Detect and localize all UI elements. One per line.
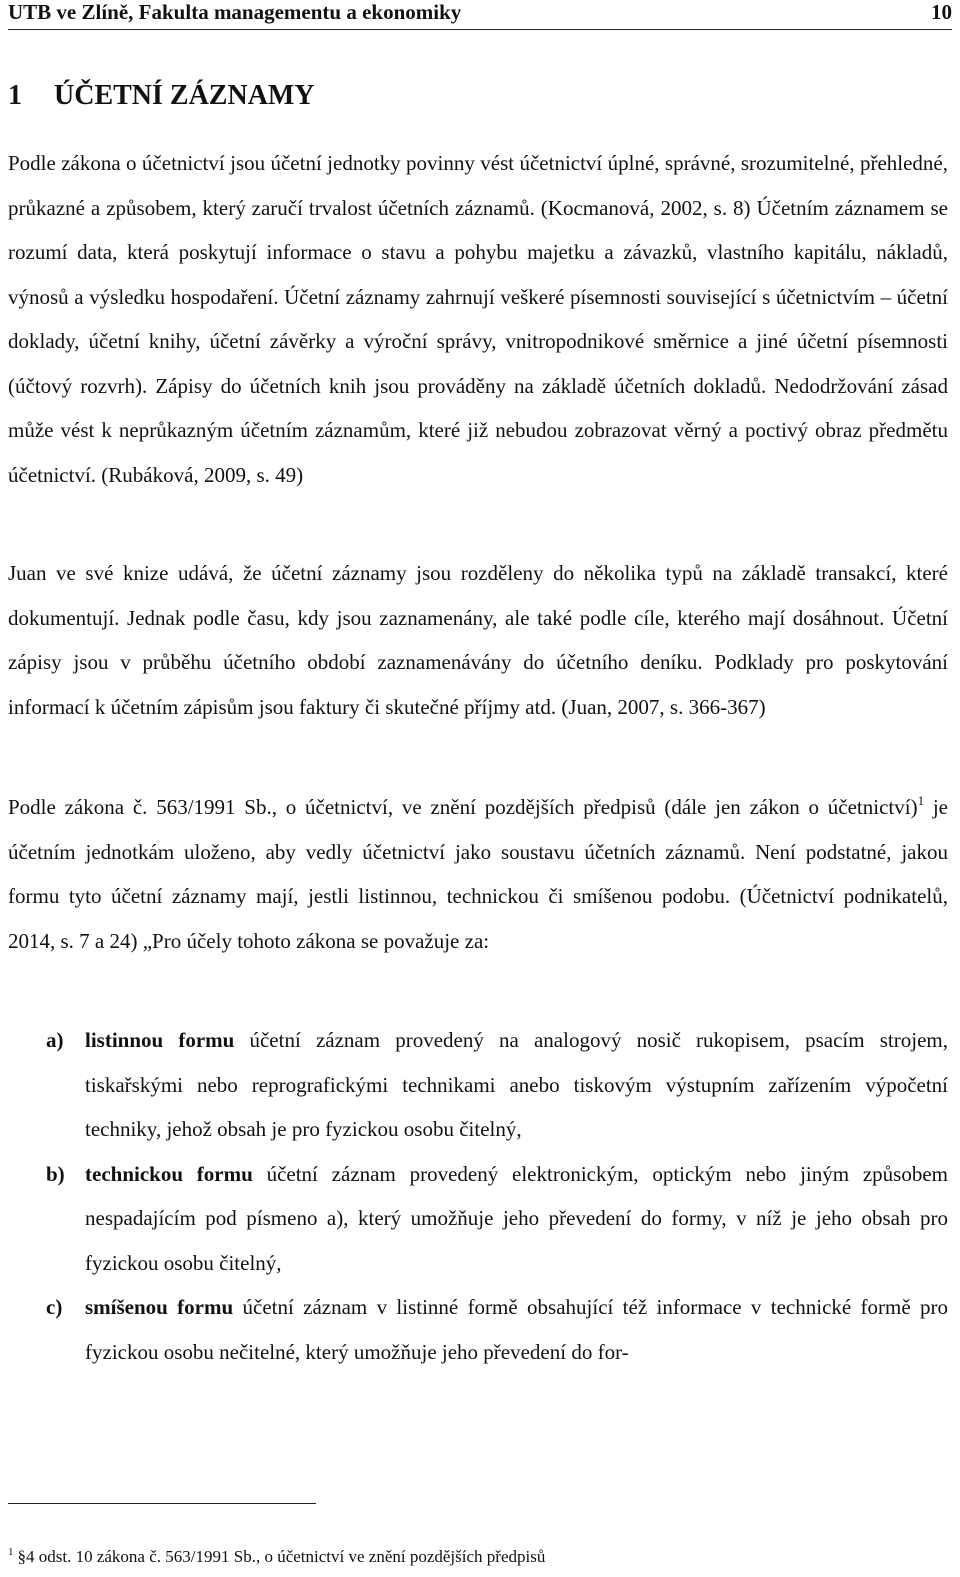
list-item-text: účetní záznam v listinné formě obsahující též informace v technické formě pro fyzickou osobu nečitelné, který umožňuje jeho převedení do for- bbox=[85, 1295, 948, 1364]
paragraph-3 bbox=[8, 785, 948, 963]
paragraph-1-text: Podle zákona o účetnictví jsou účetní jednotky povinny vést účetnictví úplné, správné, srozumitelné, přehledné, průkazné a způsobem, který zaručí trvalost účetních záznamů. (Kocmanová, 2002, s. 8) Účetním záznamem se rozumí data, která poskytují informace o stavu a pohybu majetku a závazků, vlastního kapitálu, nákladů, výnosů a výsledku hospodaření. Účetní záznamy zahrnují veškeré písemnosti související s účetnictvím – účetní doklady, účetní knihy, účetní závěrky a výroční správy, vnitropodnikové směrnice a jiné účetní písemnosti (účtový rozvrh). Zápisy do účetních knih jsou prováděny na základě účetních dokladů. Nedodržování zásad může vést k neprůkazným účetním záznamům, které již nebudou zobrazovat věrný a poctivý obraz předmětu účetnictví. (Rubáková, 2009, s. 49) bbox=[8, 151, 948, 487]
footnote-separator bbox=[8, 1503, 316, 1504]
chapter-number: 1 bbox=[8, 80, 22, 111]
list-item-text: účetní záznam provedený na analogový nosič rukopisem, psacím strojem, tiskařskými nebo reprografickými technikami anebo tiskovým výstupním zařízením výpočetní techniky, jehož obsah je pro fyzickou osobu čitelný, bbox=[85, 1028, 948, 1141]
footnote-mark: 1 bbox=[8, 1546, 14, 1558]
list-item bbox=[8, 1285, 948, 1374]
footnote-text: §4 odst. 10 zákona č. 563/1991 Sb., o účetnictví ve znění pozdějších předpisů bbox=[17, 1547, 546, 1566]
list-item-term: listinnou formu bbox=[85, 1028, 235, 1052]
page-header bbox=[8, 0, 952, 30]
form-definitions-list bbox=[8, 1018, 948, 1374]
list-item-term: smíšenou formu bbox=[85, 1295, 234, 1319]
list-item-letter: b) bbox=[46, 1161, 65, 1186]
footnote-reference: 1 bbox=[917, 793, 925, 808]
paragraph-3-before: Podle zákona č. 563/1991 Sb., o účetnictví, ve znění pozdějších předpisů (dále jen zákon o účetnictví) bbox=[8, 795, 918, 819]
list-item bbox=[8, 1152, 948, 1286]
list-item-letter: a) bbox=[46, 1028, 64, 1052]
chapter-heading bbox=[8, 78, 315, 114]
header-title: UTB ve Zlíně, Fakulta managementu a ekonomiky bbox=[8, 0, 462, 24]
paragraph-3-after: je účetním jednotkám uloženo, aby vedly účetnictví jako soustavu účetních záznamů. Není podstatné, jakou formu tyto účetní záznamy mají, jestli listinnou, technickou či smíšenou podobu. (Účetnictví podnikatelů, 2014, s. 7 a 24) „Pro účely tohoto zákona se považuje za: bbox=[8, 795, 948, 953]
list-item-term: technickou formu bbox=[85, 1161, 253, 1186]
chapter-title: ÚČETNÍ ZÁZNAMY bbox=[54, 80, 315, 111]
list-item bbox=[8, 1018, 948, 1152]
list-item-text: účetní záznam provedený elektronickým, optickým nebo jiným způsobem nespadajícím pod písmeno a), který umožňuje jeho převedení do formy, v níž je jeho obsah pro fyzickou osobu čitelný, bbox=[85, 1161, 949, 1275]
paragraph-2-text: Juan ve své knize udává, že účetní záznamy jsou rozděleny do několika typů na základě transakcí, které dokumentují. Jednak podle času, kdy jsou zaznamenány, ale také podle cíle, kterého mají dosáhnout. Účetní zápisy jsou v průběhu účetního období zaznamenávány do účetního deníku. Podklady pro poskytování informací k účetním zápisům jsou faktury či skutečné příjmy atd. (Juan, 2007, s. 366-367) bbox=[8, 561, 948, 719]
paragraph-1 bbox=[8, 141, 948, 497]
page-number: 10 bbox=[931, 0, 952, 24]
footnote bbox=[8, 1546, 545, 1568]
paragraph-3-text bbox=[8, 785, 948, 963]
paragraph-2 bbox=[8, 551, 948, 729]
list-item-letter: c) bbox=[46, 1295, 63, 1319]
